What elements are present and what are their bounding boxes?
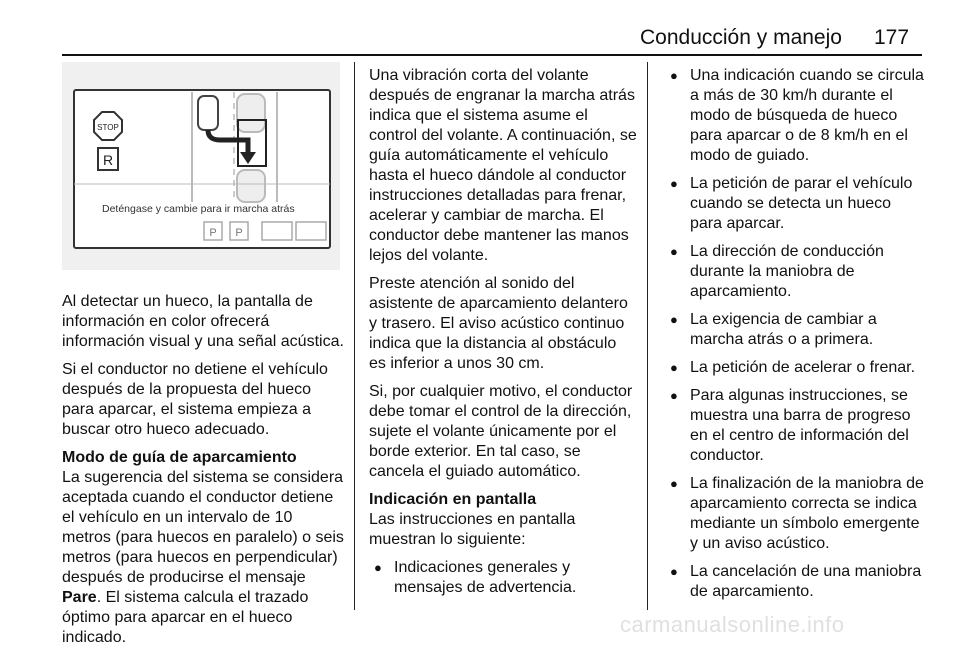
svg-text:P: P <box>209 227 217 239</box>
paragraph: Preste atención al sonido del asistente de aparcamiento delantero y trasero. El aviso acústico continuo indica que la distancia al obstáculo es inferior a unos 30 cm. <box>369 275 628 372</box>
column-1 <box>62 292 344 656</box>
page-number: 177 <box>874 26 910 49</box>
column-2 <box>369 66 637 606</box>
list-item: ● Una indicación cuando se circula a más de 30 km/h durante el modo de búsqueda de hueco para aparcar o de 8 km/h en el modo de guiado. <box>665 66 927 166</box>
pare-keyword: Pare <box>62 589 97 606</box>
paragraph: Si el conductor no detiene el vehículo después de la propuesta del hueco para aparcar, el sistema empieza a buscar otro hueco adecuado. <box>62 361 328 438</box>
section-heading: Modo de guía de aparcamiento <box>62 449 297 466</box>
parallel-mode-icon <box>262 222 292 240</box>
parked-car-top <box>237 94 265 132</box>
list-item: ● Indicaciones generales y mensajes de advertencia. <box>369 558 637 598</box>
section-heading: Indicación en pantalla <box>369 491 537 508</box>
section-title: Conducción y manejo <box>640 26 842 49</box>
bullet-list <box>369 558 637 598</box>
perpendicular-mode-icon <box>296 222 326 240</box>
own-car <box>198 96 218 130</box>
watermark: carmanualsonline.info <box>620 612 845 637</box>
paragraph: Modo de guía de aparcamiento La sugerencia del sistema se considera aceptada cuando el conductor detiene el vehículo en un intervalo de 10 metros (para huecos en paralelo) o seis metros (para huecos en perpendicular) después de producirse el mensaje Pare. El sistema calcula el trazado óptimo para aparcar en el hueco indicado. <box>62 449 344 646</box>
parked-car-bottom <box>237 170 265 202</box>
header-rule <box>62 54 922 56</box>
list-item: ● La petición de parar el vehículo cuando se detecta un hueco para aparcar. <box>665 174 927 234</box>
gear-text: R <box>102 152 114 168</box>
parking-guidance-figure <box>62 62 340 270</box>
display-illustration <box>62 62 340 270</box>
figure-caption: Deténgase y cambie para ir marcha atrás <box>102 203 295 215</box>
list-item: ● La dirección de conducción durante la maniobra de aparcamiento. <box>665 242 927 302</box>
column-3 <box>665 66 927 610</box>
list-item: ● La cancelación de una maniobra de aparcamiento. <box>665 562 927 602</box>
list-item: ● La petición de acelerar o frenar. <box>665 358 927 378</box>
paragraph: Una vibración corta del volante después de engranar la marcha atrás indica que el sistema asume el control del volante. A continuación, se guía automáticamente el vehículo hasta el hueco dándole al conductor instrucciones detalladas para frenar, acelerar y cambiar de marcha. El conductor debe mantener las manos lejos del volante. <box>369 67 637 264</box>
paragraph: Si, por cualquier motivo, el conductor debe tomar el control de la dirección, sujete el volante únicamente por el borde exterior. En tal caso, se cancela el guiado automático. <box>369 383 633 480</box>
list-item: ● La exigencia de cambiar a marcha atrás o a primera. <box>665 310 927 350</box>
column-divider-2 <box>647 62 648 610</box>
svg-text:P: P <box>235 227 243 239</box>
paragraph: Al detectar un hueco, la pantalla de información en color ofrecerá información visual y una señal acústica. <box>62 293 344 350</box>
bullet-list <box>665 66 927 602</box>
list-item: ● Para algunas instrucciones, se muestra una barra de progreso en el centro de información del conductor. <box>665 386 927 466</box>
column-divider-1 <box>354 62 355 610</box>
stop-sign-text: STOP <box>97 123 119 132</box>
paragraph: Indicación en pantalla Las instrucciones en pantalla muestran lo siguiente: <box>369 490 637 550</box>
list-item: ● La finalización de la maniobra de aparcamiento correcta se indica mediante un símbolo emergente y un aviso acústico. <box>665 474 927 554</box>
